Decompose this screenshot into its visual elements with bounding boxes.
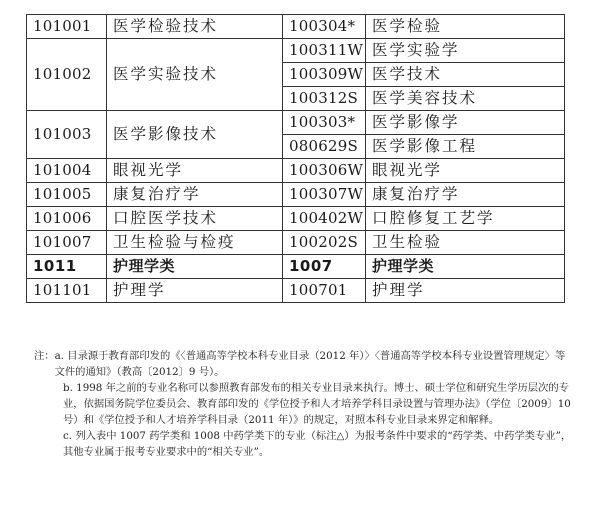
new-name-cell: 口腔修复工艺学	[366, 207, 565, 231]
new-name-cell: 眼视光学	[366, 159, 565, 183]
old-category-code: 1011	[27, 255, 107, 279]
old-code-cell: 101004	[27, 159, 107, 183]
old-name-cell: 眼视光学	[107, 159, 283, 183]
new-code-cell: 100312S	[283, 87, 366, 111]
table-row	[27, 183, 565, 207]
old-code-cell: 101006	[27, 207, 107, 231]
category-row	[27, 255, 565, 279]
new-code-cell: 100202S	[283, 231, 366, 255]
new-code-cell: 100311W	[283, 39, 366, 63]
footnote-c	[34, 428, 574, 460]
old-name-cell: 康复治疗学	[107, 183, 283, 207]
old-category-name: 护理学类	[107, 255, 283, 279]
new-name-cell: 医学影像学	[366, 111, 565, 135]
new-name-cell: 医学影像工程	[366, 135, 565, 159]
old-name-cell: 医学实验技术	[107, 39, 283, 111]
new-code-cell: 080629S	[283, 135, 366, 159]
new-name-cell: 医学检验	[366, 15, 565, 39]
new-name-cell: 卫生检验	[366, 231, 565, 255]
new-category-name: 护理学类	[366, 255, 565, 279]
new-category-code: 1007	[283, 255, 366, 279]
table-row	[27, 207, 565, 231]
new-name-cell: 医学美容技术	[366, 87, 565, 111]
footnote-c-text: c. 列入表中 1007 药学类和 1008 中药学类下的专业（标注△）为报考条件中要求的“药学类、中药学类专业”，其他专业属于报考专业要求中的“相关专业”。	[63, 430, 572, 458]
new-code-cell: 100306W	[283, 159, 366, 183]
table-row	[27, 279, 565, 303]
footnote-a-text: a. 目录源于教育部印发的《〈普通高等学校本科专业目录（2012 年）〉〈普通高等学校本科专业设置管理规定〉等文件的通知》（教高〔2012〕9 号）。	[54, 350, 566, 378]
footnotes	[34, 348, 574, 460]
new-code-cell: 100402W	[283, 207, 366, 231]
footnote-prefix: 注：	[34, 350, 55, 362]
old-code-cell: 101005	[27, 183, 107, 207]
new-code-cell: 100701	[283, 279, 366, 303]
old-name-cell: 护理学	[107, 279, 283, 303]
old-code-cell: 101101	[27, 279, 107, 303]
table-row	[27, 15, 565, 39]
old-code-cell: 101002	[27, 39, 107, 111]
footnote-b-text: b. 1998 年之前的专业名称可以参照教育部发布的相关专业目录来执行。博士、硕士学位和研究生学历层次的专业，依据国务院学位委员会、教育部印发的《学位授予和人才培养学科目录设置与管理办法》（学位〔2009〕10 号）和《学位授予和人才培养学科目录（2011 年）》的规定，对照本科专业目录来界定和解释。	[63, 382, 571, 426]
old-code-cell: 101003	[27, 111, 107, 159]
table-row	[27, 159, 565, 183]
major-comparison-table	[26, 14, 565, 303]
new-name-cell: 康复治疗学	[366, 183, 565, 207]
old-name-cell: 医学影像技术	[107, 111, 283, 159]
old-code-cell: 101007	[27, 231, 107, 255]
new-name-cell: 医学技术	[366, 63, 565, 87]
old-code-cell: 101001	[27, 15, 107, 39]
table-row	[27, 231, 565, 255]
new-code-cell: 100303*	[283, 111, 366, 135]
new-name-cell: 护理学	[366, 279, 565, 303]
table-row	[27, 39, 565, 63]
new-name-cell: 医学实验学	[366, 39, 565, 63]
table-row	[27, 111, 565, 135]
old-name-cell: 口腔医学技术	[107, 207, 283, 231]
new-code-cell: 100307W	[283, 183, 366, 207]
old-name-cell: 卫生检验与检疫	[107, 231, 283, 255]
new-code-cell: 100304*	[283, 15, 366, 39]
old-name-cell: 医学检验技术	[107, 15, 283, 39]
footnote-b	[34, 380, 574, 428]
footnote-a	[34, 348, 574, 380]
new-code-cell: 100309W	[283, 63, 366, 87]
